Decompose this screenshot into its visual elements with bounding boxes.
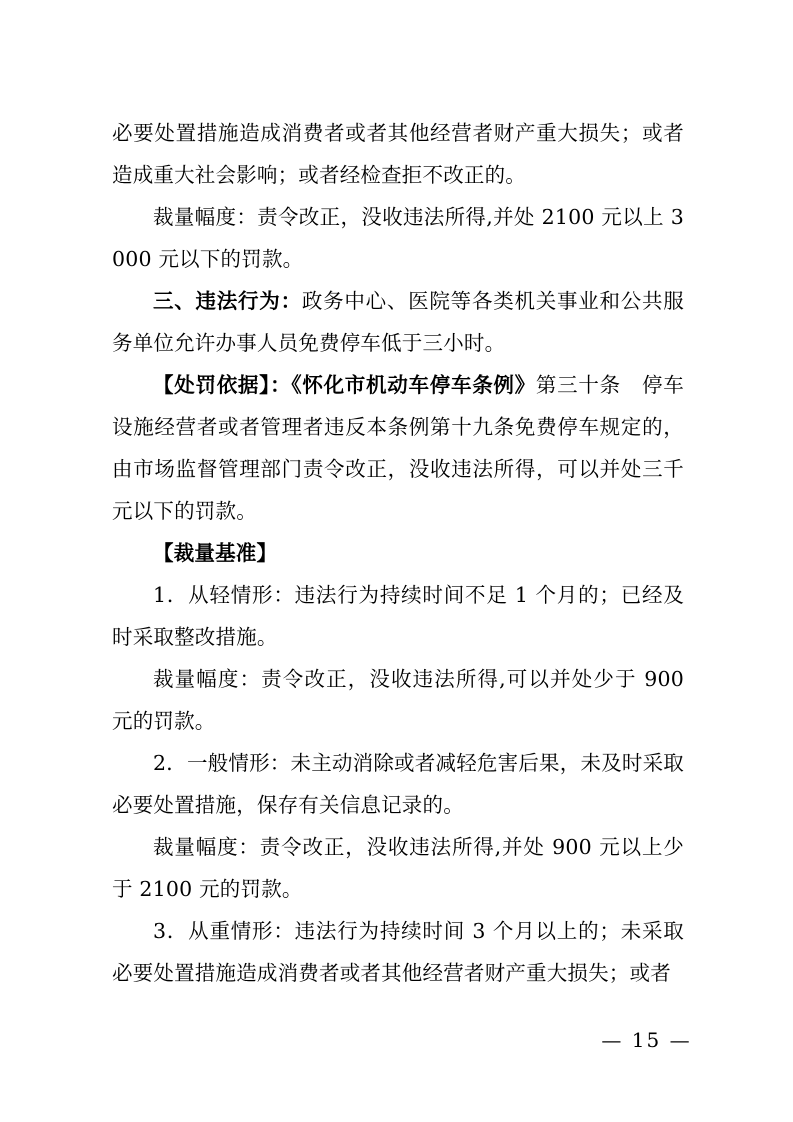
paragraph-text: 裁量幅度：责令改正，没收违法所得,并处 2100 元以上 3000 元以下的罚款。 xyxy=(112,205,684,271)
paragraph-text: 2．一般情形：未主动消除或者减轻危害后果，未及时采取必要处置措施，保存有关信息记录的。 xyxy=(112,751,684,817)
paragraph-text: 政务中心、医院等各类机关事业和公共服务单位允许办事人员免费停车低于三小时。 xyxy=(112,289,684,355)
document-body xyxy=(112,112,684,994)
penalty-basis-heading: 【处罚依据】：《怀化市机动车停车条例》 xyxy=(153,373,536,397)
paragraph-1 xyxy=(112,112,684,196)
paragraph-text: 裁量幅度：责令改正，没收违法所得,可以并处少于 900 元的罚款。 xyxy=(112,667,684,733)
discretion-standard-heading: 【裁量基准】 xyxy=(153,541,278,565)
paragraph-text: 1．从轻情形：违法行为持续时间不足 1 个月的；已经及时采取整改措施。 xyxy=(112,583,684,649)
page-number: — 15 — xyxy=(601,1028,692,1052)
paragraph-5 xyxy=(112,532,684,574)
paragraph-10 xyxy=(112,910,684,994)
paragraph-text: 第三十条 停车设施经营者或者管理者违反本条例第十九条免费停车规定的，由市场监督管理部门责令改正，没收违法所得，可以并处三千元以下的罚款。 xyxy=(112,373,684,523)
paragraph-4 xyxy=(112,364,684,532)
paragraph-9 xyxy=(112,826,684,910)
paragraph-2 xyxy=(112,196,684,280)
paragraph-6 xyxy=(112,574,684,658)
paragraph-text: 必要处置措施造成消费者或者其他经营者财产重大损失；或者造成重大社会影响；或者经检查拒不改正的。 xyxy=(112,121,684,187)
paragraph-3 xyxy=(112,280,684,364)
page-footer xyxy=(0,1028,793,1052)
paragraph-text: 3．从重情形：违法行为持续时间 3 个月以上的；未采取必要处置措施造成消费者或者其他经营者财产重大损失；或者 xyxy=(112,919,684,985)
paragraph-8 xyxy=(112,742,684,826)
paragraph-7 xyxy=(112,658,684,742)
paragraph-text: 裁量幅度：责令改正，没收违法所得,并处 900 元以上少于 2100 元的罚款。 xyxy=(112,835,684,901)
violation-heading: 三、违法行为： xyxy=(153,289,302,313)
